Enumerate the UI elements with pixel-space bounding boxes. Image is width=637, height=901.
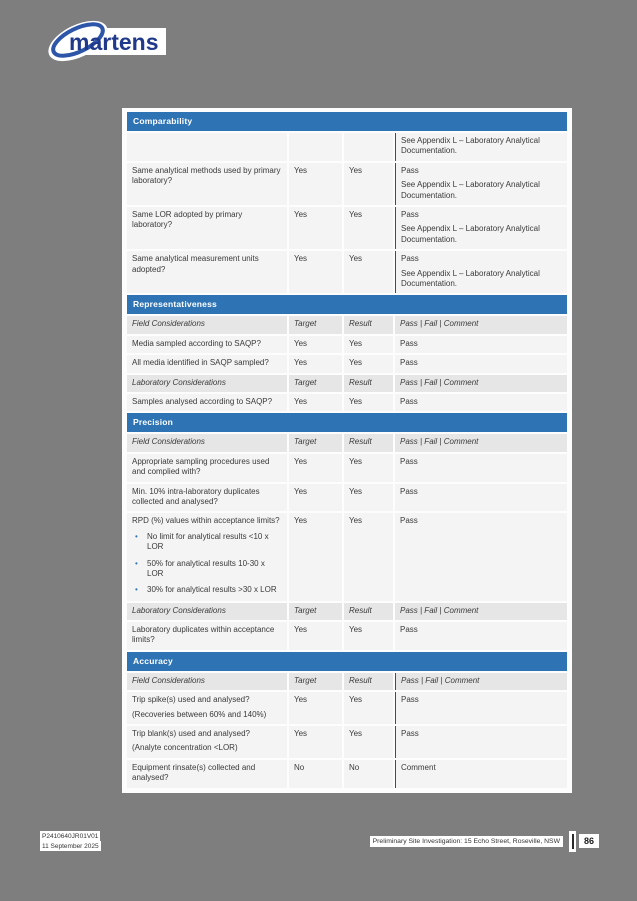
question-cell (127, 336, 287, 353)
comment-cell (395, 673, 567, 690)
result-cell: Yes (344, 692, 393, 724)
comment-cell (395, 355, 567, 372)
comment-cell (395, 760, 567, 788)
target-cell: Yes (289, 355, 342, 372)
question-text: Trip spike(s) used and analysed? (132, 695, 250, 705)
section-title: Accuracy (127, 652, 567, 671)
question-cell (127, 434, 287, 451)
question-text: Field Considerations (132, 319, 205, 329)
target-cell: Yes (289, 336, 342, 353)
comment-cell (395, 434, 567, 451)
comment-cell (395, 375, 567, 392)
target-cell: Yes (289, 484, 342, 512)
question-cell (127, 355, 287, 372)
comment-cell (395, 207, 567, 249)
comment-cell (395, 251, 567, 293)
table-row (127, 454, 567, 482)
result-cell: Yes (344, 355, 393, 372)
footer-doc-info (40, 831, 101, 851)
question-cell (127, 622, 287, 650)
footer-report-title: Preliminary Site Investigation: 15 Echo Street, Roseville, NSW (322, 836, 563, 847)
question-text: Laboratory Considerations (132, 605, 226, 615)
result-cell: Result (344, 603, 393, 620)
result-cell: Yes (344, 454, 393, 482)
section-title: Comparability (127, 112, 567, 131)
target-cell: Yes (289, 454, 342, 482)
martens-logo (38, 14, 178, 66)
question-text: (Analyte concentration <LOR) (132, 743, 238, 753)
comment-cell (395, 316, 567, 333)
question-cell (127, 163, 287, 205)
question-cell (127, 726, 287, 758)
target-cell: Yes (289, 207, 342, 249)
target-cell: Yes (289, 251, 342, 293)
comment-text: Comment (401, 762, 436, 772)
comment-text: Pass (400, 338, 418, 348)
column-header-row (127, 316, 567, 333)
section-header-row (127, 413, 567, 432)
comment-cell (395, 336, 567, 353)
target-cell: Target (289, 316, 342, 333)
comment-text: Pass | Fail | Comment (401, 675, 480, 685)
question-cell (127, 760, 287, 788)
comment-cell (395, 622, 567, 650)
table-row (127, 251, 567, 293)
result-cell: Yes (344, 207, 393, 249)
result-cell: Yes (344, 163, 393, 205)
result-cell: Result (344, 375, 393, 392)
target-cell: Yes (289, 163, 342, 205)
table-row (127, 133, 567, 161)
bullet-item: • 30% for analytical results >30 x LOR (132, 585, 282, 595)
comment-text: Pass (400, 456, 418, 466)
question-text: Field Considerations (132, 437, 205, 447)
result-cell: Yes (344, 251, 393, 293)
question-text: Laboratory duplicates within acceptance limits? (132, 625, 275, 645)
result-cell: Result (344, 434, 393, 451)
result-cell: Result (344, 316, 393, 333)
comment-cell (395, 484, 567, 512)
comment-text: See Appendix L – Laboratory Analytical Documentation. (401, 224, 540, 244)
target-cell: Target (289, 434, 342, 451)
comment-text: Pass (401, 165, 419, 175)
question-text: Samples analysed according to SAQP? (132, 396, 273, 406)
table-row (127, 207, 567, 249)
table-row (127, 622, 567, 650)
comment-text: Pass (401, 210, 419, 219)
comment-text: Pass | Fail | Comment (400, 605, 479, 615)
column-header-row (127, 434, 567, 451)
question-text: Min. 10% intra-laboratory duplicates collected and analysed? (132, 486, 260, 506)
qaqc-table-block (122, 108, 572, 793)
table-row (127, 760, 567, 788)
question-cell (127, 251, 287, 293)
question-text: Field Considerations (132, 675, 205, 685)
comment-text: Pass (401, 254, 419, 264)
table-row (127, 355, 567, 372)
column-header-row (127, 673, 567, 690)
question-text: Same analytical measurement units adopted? (132, 254, 259, 274)
table-row (127, 692, 567, 724)
qa-table (125, 110, 569, 790)
question-text: Same analytical methods used by primary laboratory? (132, 165, 281, 186)
comment-text: Pass | Fail | Comment (400, 437, 479, 447)
column-header-row (127, 603, 567, 620)
table-row (127, 484, 567, 512)
comment-text: See Appendix L – Laboratory Analytical Documentation. (401, 268, 540, 288)
comment-text: Pass (400, 625, 418, 635)
result-cell: Yes (344, 394, 393, 411)
question-text: Trip blank(s) used and analysed? (132, 729, 250, 739)
column-header-row (127, 375, 567, 392)
question-text: Media sampled according to SAQP? (132, 338, 261, 348)
question-cell (127, 375, 287, 392)
table-row (127, 513, 567, 600)
question-cell (127, 603, 287, 620)
comment-text: Pass (401, 729, 419, 739)
section-header-row (127, 112, 567, 131)
comment-cell (395, 454, 567, 482)
section-title: Representativeness (127, 295, 567, 314)
question-cell (127, 513, 287, 600)
comment-cell (395, 726, 567, 758)
target-cell: Yes (289, 726, 342, 758)
section-header-row (127, 652, 567, 671)
comment-text: Pass (400, 396, 418, 406)
result-cell: No (344, 760, 393, 788)
comment-cell (395, 603, 567, 620)
target-cell: Yes (289, 394, 342, 411)
comment-text: See Appendix L – Laboratory Analytical Documentation. (401, 136, 540, 156)
table-row (127, 394, 567, 411)
result-cell: Yes (344, 484, 393, 512)
table-row (127, 336, 567, 353)
target-cell: No (289, 760, 342, 788)
result-cell: Yes (344, 336, 393, 353)
result-cell: Yes (344, 726, 393, 758)
target-cell: Target (289, 603, 342, 620)
question-text: Laboratory Considerations (132, 377, 226, 387)
question-cell (127, 484, 287, 512)
result-cell: Yes (344, 622, 393, 650)
question-cell (127, 692, 287, 724)
question-text: RPD (%) values within acceptance limits? (132, 516, 280, 526)
question-cell (127, 316, 287, 333)
section-title: Precision (127, 413, 567, 432)
comment-text: Pass (400, 358, 418, 368)
section-header-row (127, 295, 567, 314)
comment-text: Pass | Fail | Comment (400, 377, 479, 387)
target-cell: Target (289, 375, 342, 392)
table-row (127, 163, 567, 205)
target-cell: Yes (289, 513, 342, 600)
question-text: Appropriate sampling procedures used and complied with? (132, 456, 270, 477)
question-cell (127, 673, 287, 690)
question-cell (127, 454, 287, 482)
question-text: Equipment rinsate(s) collected and analysed? (132, 762, 256, 783)
footer-doc-ref: P2410640JR01V01 (42, 832, 99, 840)
comment-text: Pass | Fail | Comment (400, 319, 479, 329)
footer-separator-bar (569, 831, 576, 852)
question-cell (127, 207, 287, 249)
question-text: All media identified in SAQP sampled? (132, 358, 269, 368)
comment-text: See Appendix L – Laboratory Analytical Documentation. (401, 180, 540, 200)
result-cell (344, 133, 393, 161)
question-cell (127, 394, 287, 411)
target-cell (289, 133, 342, 161)
bullet-item: • 50% for analytical results 10-30 x LOR (132, 559, 282, 580)
comment-cell (395, 133, 567, 161)
question-cell (127, 133, 287, 161)
target-cell: Yes (289, 692, 342, 724)
question-text: Same LOR adopted by primary laboratory? (132, 210, 243, 230)
logo-text: martens (69, 29, 159, 55)
bullet-item: • No limit for analytical results <10 x LOR (132, 532, 282, 553)
target-cell: Yes (289, 622, 342, 650)
target-cell: Target (289, 673, 342, 690)
comment-cell (395, 692, 567, 724)
comment-cell (395, 163, 567, 205)
question-text: (Recoveries between 60% and 140%) (132, 709, 267, 719)
table-row (127, 726, 567, 758)
comment-cell (395, 394, 567, 411)
comment-text: Pass (400, 486, 418, 496)
comment-text: Pass (401, 695, 419, 705)
page-number: 86 (579, 834, 599, 848)
footer-date: 11 September 2025 (42, 842, 99, 850)
result-cell: Result (344, 673, 393, 690)
bullet-list (132, 532, 282, 596)
result-cell: Yes (344, 513, 393, 600)
comment-text: Pass (400, 516, 418, 526)
comment-cell (395, 513, 567, 600)
